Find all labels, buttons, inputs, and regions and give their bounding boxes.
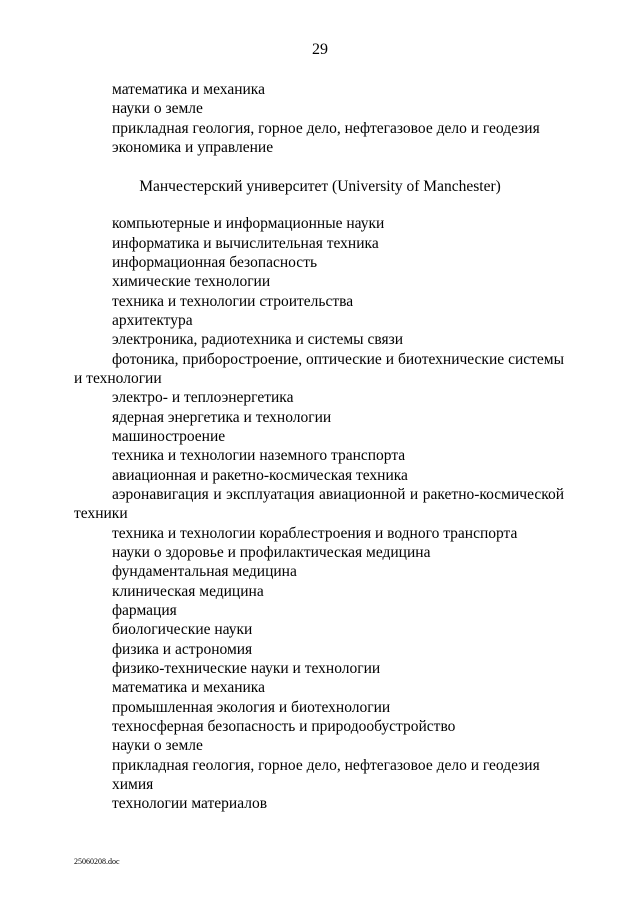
list-item: электроника, радиотехника и системы связи (112, 331, 404, 348)
list-item-continuation: техники (74, 505, 128, 522)
list-item: информационная безопасность (112, 254, 318, 271)
list-item: авиационная и ракетно-космическая техника (112, 467, 408, 484)
list-item: архитектура (112, 312, 193, 329)
list-item: ядерная энергетика и технологии (112, 409, 332, 426)
page-number: 29 (312, 41, 328, 58)
list-item: компьютерные и информационные науки (112, 215, 385, 232)
list-item: технологии материалов (112, 795, 268, 812)
list-item-continuation: и технологии (74, 370, 162, 387)
list-item: математика и механика (112, 81, 265, 98)
list-item: математика и механика (112, 679, 265, 696)
list-item: техника и технологии строительства (112, 293, 354, 310)
list-item: биологические науки (112, 621, 253, 638)
list-item: информатика и вычислительная техника (112, 235, 379, 252)
list-item: клиническая медицина (112, 583, 264, 600)
list-item: науки о здоровье и профилактическая медицина (112, 544, 431, 561)
list-item: техника и технологии наземного транспорта (112, 447, 406, 464)
list-item: науки о земле (112, 100, 203, 117)
document-footer: 25060208.doc (74, 857, 120, 866)
list-item: прикладная геология, горное дело, нефтегазовое дело и геодезия (112, 757, 540, 774)
university-heading: Манчестерский университет (University of Manchester) (139, 178, 501, 195)
list-item: техника и технологии кораблестроения и водного транспорта (112, 525, 518, 542)
list-item: науки о земле (112, 737, 203, 754)
list-item: фундаментальная медицина (112, 563, 297, 580)
list-item: химические технологии (112, 273, 271, 290)
list-item: химия (112, 776, 154, 793)
list-item: фотоника, приборостроение, оптические и биотехнические системы (112, 351, 564, 368)
list-item: прикладная геология, горное дело, нефтегазовое дело и геодезия (112, 120, 540, 137)
list-item: машиностроение (112, 428, 226, 445)
list-item: физико-технические науки и технологии (112, 660, 381, 677)
list-item: физика и астрономия (112, 641, 253, 658)
list-item: фармация (112, 602, 177, 619)
list-item: промышленная экология и биотехнологии (112, 699, 391, 716)
list-item: электро- и теплоэнергетика (112, 389, 294, 406)
list-item: аэронавигация и эксплуатация авиационной и ракетно-космической (112, 486, 564, 503)
list-item: экономика и управление (112, 139, 274, 156)
list-item: техносферная безопасность и природообустройство (112, 718, 456, 735)
